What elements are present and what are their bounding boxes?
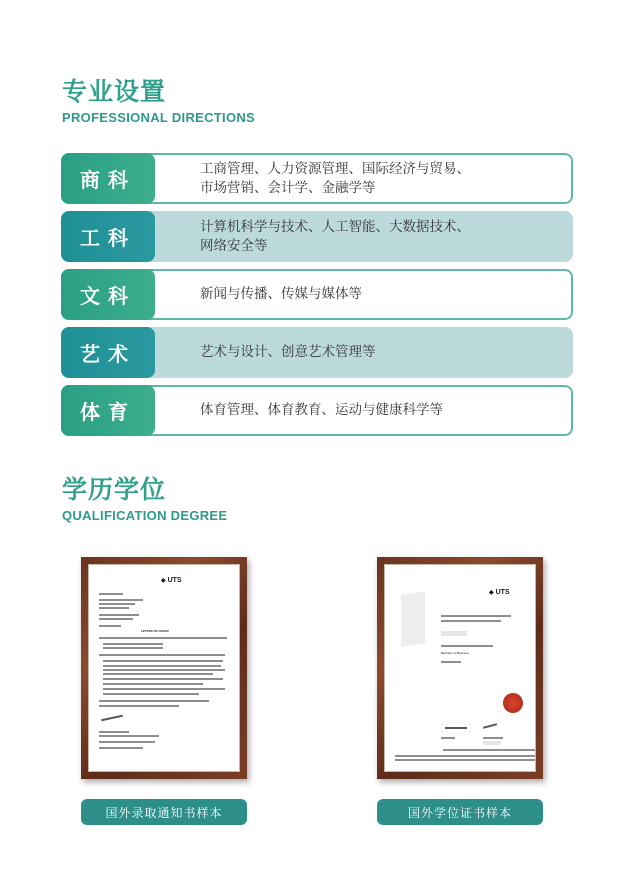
major-label: 商科 [61, 153, 155, 204]
major-desc: 体育管理、体育教育、运动与健康科学等 [200, 402, 443, 418]
major-row-engineering [61, 211, 573, 262]
major-desc: 艺术与设计、创意艺术管理等 [200, 344, 376, 360]
major-label: 文科 [61, 269, 155, 320]
degree-certificate-sample-image [377, 557, 543, 779]
degree-name: Bachelor of Business [441, 651, 470, 655]
offer-letter-sample-image [81, 557, 247, 779]
section-subtitle-majors: PROFESSIONAL DIRECTIONS [62, 110, 256, 125]
major-row-sports [61, 385, 573, 436]
red-seal [503, 693, 523, 713]
major-row-art [61, 327, 573, 378]
section-subtitle-degree: QUALIFICATION DEGREE [62, 508, 228, 523]
section-title-majors: 专业设置 [62, 77, 167, 106]
watermark-crest [401, 591, 425, 646]
major-label: 工科 [61, 211, 155, 262]
section-title-degree: 学历学位 [62, 475, 167, 504]
offer-letter-caption: 国外录取通知书样本 [81, 799, 247, 825]
major-row-liberal-arts [61, 269, 573, 320]
uts-logo: ◆ UTS [161, 577, 182, 584]
major-row-business [61, 153, 573, 204]
degree-certificate-caption: 国外学位证书样本 [377, 799, 543, 825]
offer-letter-heading: LETTER OF OFFER [141, 629, 169, 633]
major-desc: 工商管理、人力资源管理、国际经济与贸易、 市场营销、会计学、金融学等 [200, 160, 470, 196]
major-desc: 计算机科学与技术、人工智能、大数据技术、 网络安全等 [200, 218, 470, 254]
major-label: 体育 [61, 385, 155, 436]
uts-logo: ◆ UTS [489, 589, 510, 596]
major-label: 艺术 [61, 327, 155, 378]
major-desc: 新闻与传播、传媒与媒体等 [200, 286, 362, 302]
